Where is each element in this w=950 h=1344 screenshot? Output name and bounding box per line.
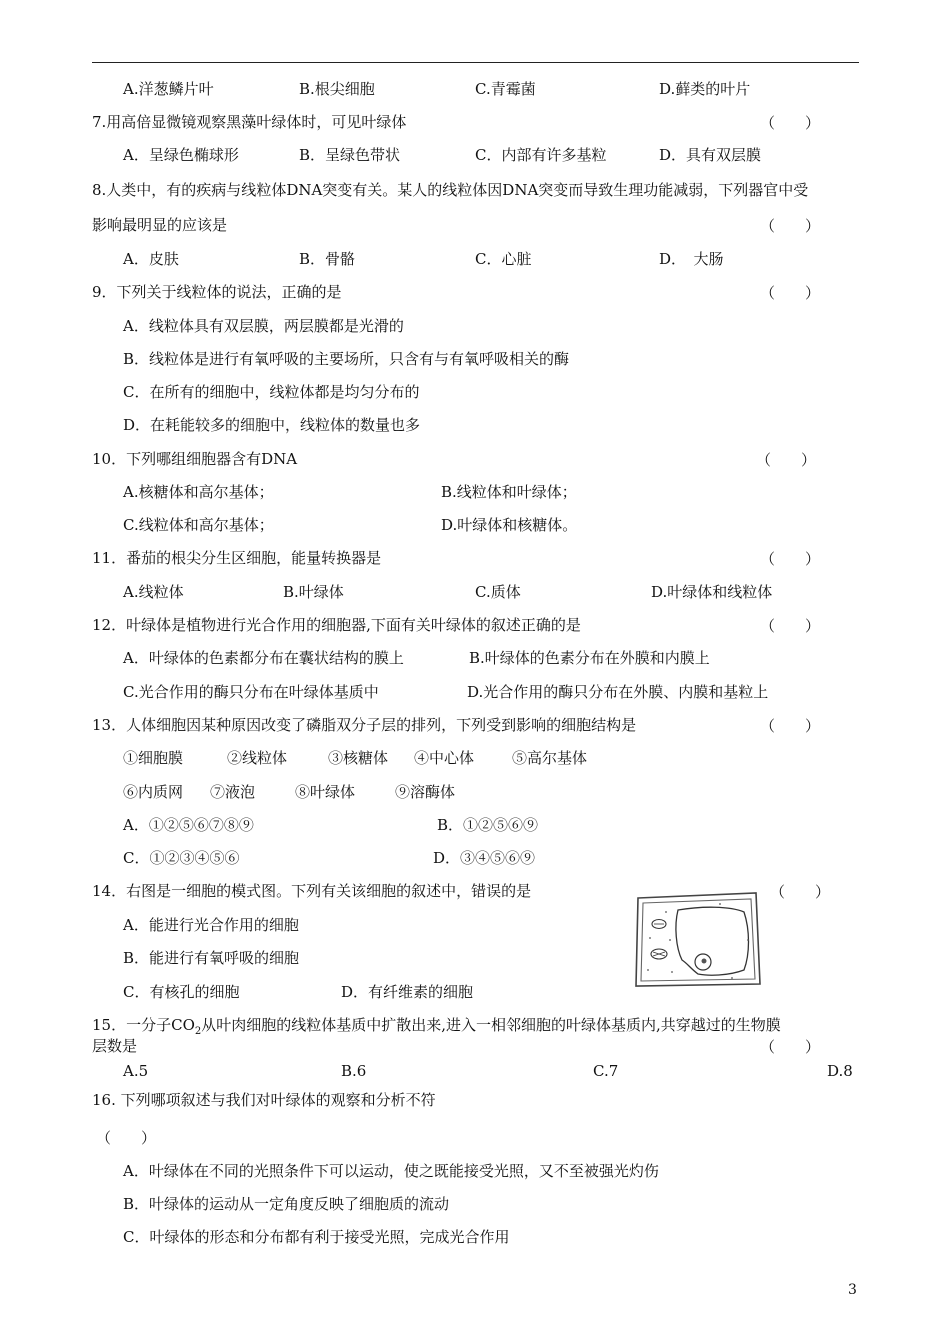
q13-item-5: ⑤高尔基体 [512,749,588,767]
q6-option-d: D.藓类的叶片 [659,80,751,98]
q13-item-4: ④中心体 [414,749,475,767]
q15-stem-line1 [92,1015,781,1035]
q14-option-c: C．有核孔的细胞 [123,983,240,1001]
q14-option-a: A．能进行光合作用的细胞 [123,916,299,934]
page-number: 3 [848,1282,857,1298]
q9-answer-paren: （ ） [760,284,821,302]
q6-option-c: C.青霉菌 [475,80,536,98]
q15-option-d: D.8 [827,1062,853,1080]
q10-option-d: D.叶绿体和核糖体。 [441,516,578,534]
q15-stem-line2: 层数是 [92,1037,138,1055]
q13-option-b: B．①②⑤⑥⑨ [437,816,539,834]
q15-option-b: B.6 [341,1062,367,1080]
plant-cell-drawing [632,890,764,990]
q16-option-a: A．叶绿体在不同的光照条件下可以运动，使之既能接受光照，又不至被强光灼伤 [123,1162,659,1180]
q13-stem: 13．人体细胞因某种原因改变了磷脂双分子层的排列，下列受到影响的细胞结构是 [92,716,637,734]
q11-option-a: A.线粒体 [123,583,184,601]
q15-option-a: A.5 [123,1062,149,1080]
q13-item-7: ⑦液泡 [210,783,256,801]
q13-item-2: ②线粒体 [227,749,288,767]
q11-option-b: B.叶绿体 [283,583,344,601]
q15-stem-part2: 从叶肉细胞的线粒体基质中扩散出来,进入一相邻细胞的叶绿体基质内,共穿越过的生物膜 [201,1016,781,1034]
q9-stem: 9．下列关于线粒体的说法，正确的是 [92,283,342,301]
q12-option-b: B.叶绿体的色素分布在外膜和内膜上 [469,649,710,667]
q7-stem: 7.用高倍显微镜观察黑藻叶绿体时，可见叶绿体 [92,113,407,131]
q8-option-c: C．心脏 [475,250,532,268]
q13-item-1: ①细胞膜 [123,749,184,767]
q13-item-6: ⑥内质网 [123,783,184,801]
q10-option-c: C.线粒体和高尔基体； [123,516,274,534]
q9-option-a: A．线粒体具有双层膜，两层膜都是光滑的 [123,317,404,335]
q7-option-b: B．呈绿色带状 [299,146,401,164]
q9-option-d: D．在耗能较多的细胞中，线粒体的数量也多 [123,416,421,434]
q16-stem: 16. 下列哪项叙述与我们对叶绿体的观察和分析不符 [92,1091,436,1109]
q15-subscript: 2 [194,1026,202,1037]
q12-option-a: A．叶绿体的色素都分布在囊状结构的膜上 [123,649,404,667]
q11-option-d: D.叶绿体和线粒体 [651,583,773,601]
q12-option-c: C.光合作用的酶只分布在叶绿体基质中 [123,683,379,701]
q7-option-c: C．内部有许多基粒 [475,146,607,164]
q13-answer-paren: （ ） [760,717,821,735]
q10-option-b: B.线粒体和叶绿体； [441,483,577,501]
q8-stem-line2: 影响最明显的应该是 [92,216,228,234]
q11-answer-paren: （ ） [760,550,821,568]
q12-answer-paren: （ ） [760,617,821,635]
q11-option-c: C.质体 [475,583,521,601]
q14-answer-paren: （ ） [770,883,831,901]
q9-option-b: B．线粒体是进行有氧呼吸的主要场所，只含有与有氧呼吸相关的酶 [123,350,570,368]
q15-option-c: C.7 [593,1062,619,1080]
q15-answer-paren: （ ） [760,1038,821,1056]
q16-option-b: B．叶绿体的运动从一定角度反映了细胞质的流动 [123,1195,450,1213]
q8-option-d: D． 大肠 [659,250,724,268]
q7-answer-paren: （ ） [760,114,821,132]
q8-stem-line1: 8.人类中，有的疾病与线粒体DNA突变有关。某人的线粒体因DNA突变而导致生理功能减弱，下列器官中受 [92,181,809,199]
q15-stem-part1: 15．一分子CO [92,1016,195,1034]
q14-option-d: D．有纤维素的细胞 [341,983,474,1001]
q13-option-c: C．①②③④⑤⑥ [123,849,240,867]
q10-option-a: A.核糖体和高尔基体； [123,483,274,501]
q10-stem: 10．下列哪组细胞器含有DNA [92,450,298,468]
q13-item-8: ⑧叶绿体 [295,783,356,801]
q13-item-3: ③核糖体 [328,749,389,767]
q14-option-b: B．能进行有氧呼吸的细胞 [123,949,300,967]
q7-option-d: D．具有双层膜 [659,146,762,164]
q6-option-a: A.洋葱鳞片叶 [123,80,214,98]
q10-answer-paren: （ ） [756,451,817,469]
q13-option-d: D．③④⑤⑥⑨ [433,849,536,867]
q12-option-d: D.光合作用的酶只分布在外膜、内膜和基粒上 [467,683,769,701]
q16-option-c: C．叶绿体的形态和分布都有利于接受光照，完成光合作用 [123,1228,510,1246]
q12-stem: 12．叶绿体是植物进行光合作用的细胞器,下面有关叶绿体的叙述正确的是 [92,616,581,634]
q8-option-a: A．皮肤 [123,250,179,268]
plant-cell-figure [632,890,764,990]
q9-option-c: C．在所有的细胞中，线粒体都是均匀分布的 [123,383,420,401]
header-rule [92,62,859,63]
q11-stem: 11．番茄的根尖分生区细胞，能量转换器是 [92,549,382,567]
q14-stem: 14．右图是一细胞的模式图。下列有关该细胞的叙述中，错误的是 [92,882,532,900]
q8-option-b: B．骨骼 [299,250,356,268]
q6-option-b: B.根尖细胞 [299,80,375,98]
q8-answer-paren: （ ） [760,217,821,235]
q13-option-a: A．①②⑤⑥⑦⑧⑨ [123,816,254,834]
q16-answer-paren: （ ） [96,1129,157,1147]
q7-option-a: A．呈绿色椭球形 [123,146,239,164]
q13-item-9: ⑨溶酶体 [395,783,456,801]
